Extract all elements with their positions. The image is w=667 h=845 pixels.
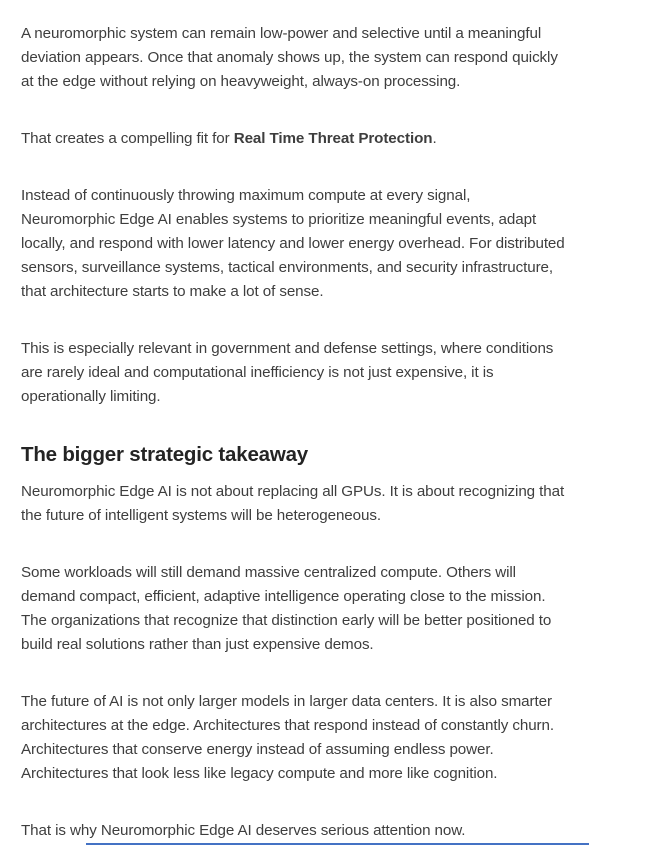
text-line: Some workloads will still demand massive centralized compute. Others will [21,564,516,581]
text-line: Architectures that look less like legacy compute and more like cognition. [21,765,498,782]
text-segment: . [432,130,437,147]
paragraph [21,819,629,843]
text-line: operationally limiting. [21,388,161,405]
text-line: demand compact, efficient, adaptive intelligence operating close to the mission. [21,588,546,605]
text-segment: That creates a compelling fit for [21,130,234,147]
paragraph [21,561,629,657]
text-line: The future of AI is not only larger models in larger data centers. It is also smarter [21,693,552,710]
bold-text: Real Time Threat Protection [233,130,433,147]
text-line [21,127,629,151]
text-line: sensors, surveillance systems, tactical environments, and security infrastructure, [21,259,554,276]
section-heading: The bigger strategic takeaway [21,443,309,466]
paragraph [21,337,629,409]
paragraph [21,22,629,94]
text-line: That is why Neuromorphic Edge AI deserves serious attention now. [21,822,466,839]
text-line: the future of intelligent systems will be heterogeneous. [21,507,381,524]
text-line: are rarely ideal and computational inefficiency is not just expensive, it is [21,364,494,381]
text-line: build real solutions rather than just expensive demos. [21,636,374,653]
text-line: Neuromorphic Edge AI enables systems to prioritize meaningful events, adapt [21,211,537,228]
text-line: This is especially relevant in government and defense settings, where conditions [21,340,554,357]
paragraph [21,184,629,304]
text-line: Neuromorphic Edge AI is not about replacing all GPUs. It is about recognizing that [21,483,565,500]
text-line: The organizations that recognize that distinction early will be better positioned to [21,612,552,629]
text-line: at the edge without relying on heavyweight, always-on processing. [21,73,461,90]
paragraph [21,480,629,528]
text-line: Instead of continuously throwing maximum compute at every signal, [21,187,471,204]
text-line: that architecture starts to make a lot of sense. [21,283,324,300]
text-line: deviation appears. Once that anomaly shows up, the system can respond quickly [21,49,558,66]
text-line: locally, and respond with lower latency and lower energy overhead. For distributed [21,235,565,252]
paragraph [21,690,629,786]
paragraph [21,127,629,151]
text-line: Architectures that conserve energy instead of assuming endless power. [21,741,494,758]
text-line: architectures at the edge. Architectures that respond instead of constantly churn. [21,717,554,734]
text-line: A neuromorphic system can remain low-power and selective until a meaningful [21,25,542,42]
